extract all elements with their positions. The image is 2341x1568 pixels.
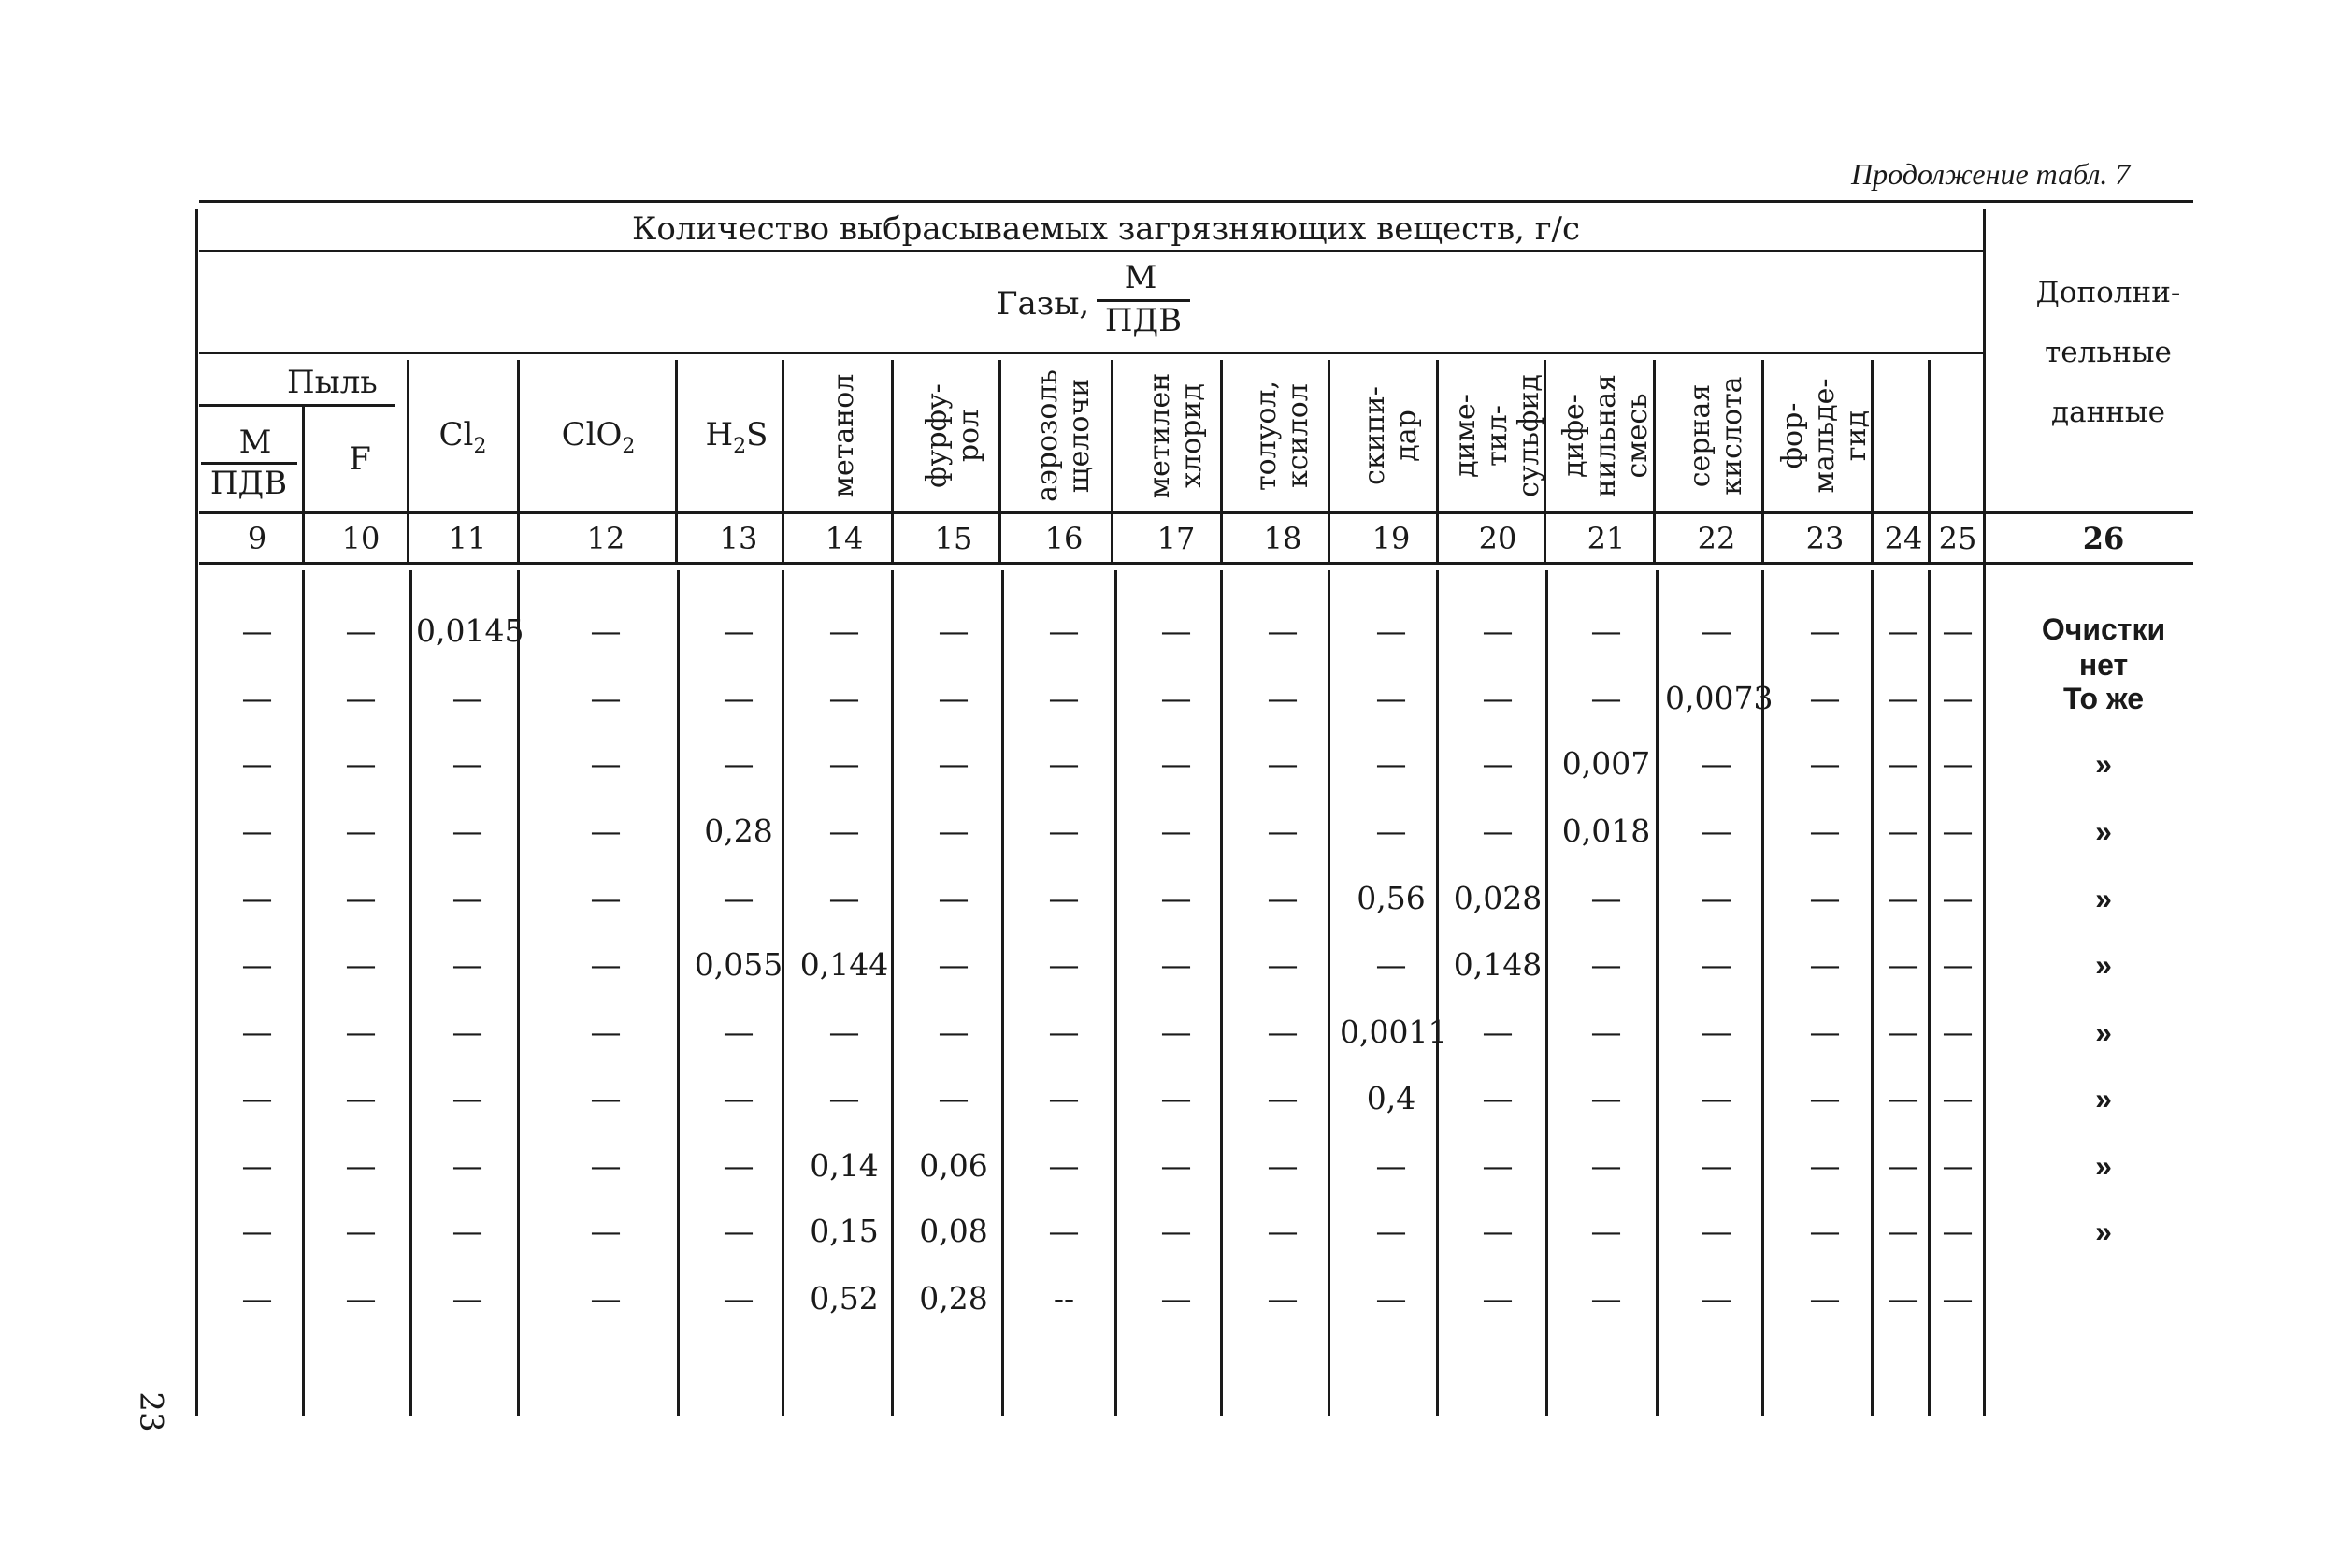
- table-cell: —: [1482, 1280, 1514, 1316]
- vertical-header-col-16: [1032, 361, 1096, 511]
- table-cell: —: [241, 1213, 273, 1249]
- table-cell: —: [1942, 946, 1974, 983]
- table-caption: Продолжение табл. 7: [1851, 157, 2131, 191]
- column-number: 12: [586, 521, 625, 556]
- table-cell: —: [723, 1014, 754, 1050]
- column-number: 23: [1805, 521, 1845, 556]
- table-cell: —: [1482, 745, 1514, 782]
- column-number: 18: [1263, 521, 1302, 556]
- table-cell: —: [1701, 1014, 1732, 1050]
- dust-frac-bottom: ПДВ: [209, 465, 288, 502]
- table-cell: —: [590, 946, 622, 983]
- table-cell: —: [1942, 1014, 1974, 1050]
- table-cell: —: [1160, 612, 1192, 649]
- table-cell: —: [1942, 1147, 1974, 1184]
- table-cell: —: [590, 1147, 622, 1184]
- vertical-header-col-21: [1558, 361, 1654, 511]
- table-cell: —: [1888, 813, 1919, 849]
- table-cell: —: [1160, 1147, 1192, 1184]
- vertical-header-line: фор-: [1776, 402, 1809, 469]
- table-cell: —: [1701, 813, 1732, 849]
- table-cell: —: [1888, 1280, 1919, 1316]
- vertical-header-col-14: [828, 361, 860, 511]
- table-cell: —: [1590, 1014, 1622, 1050]
- table-cell: 0,0073: [1665, 680, 1774, 716]
- table-cell: —: [1888, 1014, 1919, 1050]
- table-cell: —: [590, 1080, 622, 1116]
- table-cell: —: [723, 680, 754, 716]
- table-cell: 0,148: [1453, 946, 1543, 983]
- table-cell: 0,007: [1561, 745, 1651, 782]
- table-cell: 0,0011: [1340, 1014, 1448, 1050]
- dust-frac-top: М: [238, 424, 272, 461]
- table-cell: —: [1048, 1080, 1080, 1116]
- table-cell: —: [1267, 946, 1299, 983]
- table-cell: —: [1809, 1080, 1841, 1116]
- page-number: 23: [132, 1391, 170, 1432]
- table-cell: —: [452, 745, 483, 782]
- vertical-header-col-22: [1685, 361, 1748, 511]
- table-cell: —: [345, 1080, 377, 1116]
- table-cell: —: [452, 680, 483, 716]
- gases-frac-top: М: [1124, 259, 1157, 296]
- table-cell: —: [1942, 1213, 1974, 1249]
- table-cell: —: [1267, 1147, 1299, 1184]
- gases-frac-bottom: ПДВ: [1104, 302, 1183, 339]
- table-cell: —: [345, 612, 377, 649]
- table-cell: —: [1809, 680, 1841, 716]
- table-cell: —: [1809, 1014, 1841, 1050]
- header-bottom-rule: [199, 511, 2193, 514]
- table-cell: 0,28: [704, 813, 773, 849]
- table-cell: —: [828, 680, 860, 716]
- table-cell: —: [1160, 745, 1192, 782]
- extra-header-line2: тельные: [2045, 336, 2172, 369]
- table-cell: —: [723, 1147, 754, 1184]
- table-cell: —: [1048, 880, 1080, 916]
- table-cell: —: [1160, 1014, 1192, 1050]
- table-cell: —: [1809, 813, 1841, 849]
- table-cell: —: [723, 1080, 754, 1116]
- main-header-title: Количество выбрасываемых загрязняющих веществ, г/с: [632, 210, 1581, 248]
- table-cell: —: [1160, 880, 1192, 916]
- note-text: »: [2095, 948, 2112, 982]
- table-cell: 0,15: [810, 1213, 879, 1249]
- column-number: 21: [1587, 521, 1626, 556]
- table-cell: —: [1267, 1280, 1299, 1316]
- table-cell: —: [1267, 1014, 1299, 1050]
- table-cell: —: [1267, 880, 1299, 916]
- table-cell: —: [590, 813, 622, 849]
- table-cell: —: [1267, 612, 1299, 649]
- table-cell: --: [1053, 1280, 1075, 1316]
- table-cell: —: [345, 880, 377, 916]
- col-divider: [302, 404, 305, 563]
- table-cell: 0,06: [919, 1147, 988, 1184]
- table-cell: —: [1048, 680, 1080, 716]
- table-cell: 0,028: [1453, 880, 1543, 916]
- col-divider: [1328, 360, 1330, 563]
- table-cell: —: [1888, 880, 1919, 916]
- col-divider: [782, 360, 784, 563]
- vertical-header-col-23: [1777, 361, 1873, 511]
- column-number: 17: [1156, 521, 1196, 556]
- table-cell: —: [1048, 1213, 1080, 1249]
- column-number: 9: [247, 521, 267, 556]
- table-cell: —: [1888, 612, 1919, 649]
- table-cell: —: [1701, 1147, 1732, 1184]
- vertical-header-line: нильная: [1589, 373, 1622, 498]
- note-text: нет: [2078, 648, 2129, 682]
- table-cell: —: [1267, 1080, 1299, 1116]
- table-cell: 0,144: [799, 946, 889, 983]
- vertical-header-line: мальде-: [1808, 378, 1841, 494]
- note-text: »: [2095, 1149, 2112, 1183]
- col-divider: [1928, 570, 1931, 1416]
- column-number: 19: [1372, 521, 1411, 556]
- table-cell: —: [938, 880, 969, 916]
- table-cell: 0,14: [810, 1147, 879, 1184]
- col-divider: [677, 570, 680, 1416]
- table-cell: —: [590, 880, 622, 916]
- table-cell: —: [1048, 612, 1080, 649]
- vertical-header-line: диме-: [1449, 394, 1482, 478]
- table-cell: —: [1590, 880, 1622, 916]
- note-text: »: [2095, 882, 2112, 915]
- table-cell: —: [1888, 946, 1919, 983]
- table-cell: —: [1701, 745, 1732, 782]
- table-cell: —: [452, 946, 483, 983]
- table-cell: —: [1942, 745, 1974, 782]
- table-cell: —: [1375, 1213, 1407, 1249]
- dust-label: Пыль: [287, 364, 378, 401]
- table-cell: —: [1375, 946, 1407, 983]
- vertical-header-line: рол: [953, 409, 985, 463]
- table-cell: —: [1942, 1080, 1974, 1116]
- column-number: 11: [448, 521, 487, 556]
- table-cell: —: [345, 1014, 377, 1050]
- col-divider: [891, 360, 894, 563]
- table-cell: —: [345, 1147, 377, 1184]
- table-cell: —: [1482, 1147, 1514, 1184]
- table-cell: —: [452, 1014, 483, 1050]
- table-cell: —: [1048, 813, 1080, 849]
- note-text: »: [2095, 747, 2112, 781]
- note-text: »: [2095, 1215, 2112, 1248]
- table-cell: —: [828, 745, 860, 782]
- table-cell: —: [1888, 1147, 1919, 1184]
- vertical-header-line: серная: [1684, 383, 1716, 488]
- table-cell: —: [452, 1080, 483, 1116]
- table-cell: —: [590, 745, 622, 782]
- table-cell: 0,08: [919, 1213, 988, 1249]
- table-cell: —: [241, 1280, 273, 1316]
- table-cell: —: [938, 946, 969, 983]
- table-cell: —: [1048, 1014, 1080, 1050]
- table-cell: —: [1048, 946, 1080, 983]
- header-cl2: $Cl_2$: [438, 416, 487, 458]
- table-cell: —: [1267, 1213, 1299, 1249]
- vertical-header-col-19: [1359, 361, 1423, 511]
- table-cell: —: [1809, 946, 1841, 983]
- table-cell: —: [723, 1280, 754, 1316]
- table-cell: —: [1701, 1080, 1732, 1116]
- table-cell: —: [938, 612, 969, 649]
- vertical-header-line: метанол: [827, 373, 860, 498]
- table-cell: —: [452, 880, 483, 916]
- note-text: То же: [2062, 682, 2145, 715]
- col-divider: [675, 360, 678, 563]
- table-cell: —: [1809, 745, 1841, 782]
- dust-f-label: F: [349, 440, 371, 478]
- vertical-header-line: аэрозоль: [1031, 369, 1064, 502]
- col-divider: [1111, 360, 1113, 563]
- col-divider: [517, 360, 520, 563]
- vertical-header-col-20: [1450, 361, 1545, 511]
- table-cell: —: [1160, 680, 1192, 716]
- table-cell: —: [1590, 1213, 1622, 1249]
- table-cell: —: [1590, 946, 1622, 983]
- table-cell: —: [590, 612, 622, 649]
- table-cell: —: [1942, 1280, 1974, 1316]
- col-divider: [407, 360, 409, 563]
- table-cell: —: [938, 1014, 969, 1050]
- table-cell: —: [1267, 813, 1299, 849]
- table-cell: —: [828, 880, 860, 916]
- table-cell: —: [241, 880, 273, 916]
- table-cell: —: [345, 946, 377, 983]
- table-cell: —: [241, 680, 273, 716]
- table-cell: —: [1701, 1213, 1732, 1249]
- table-cell: —: [1809, 880, 1841, 916]
- dust-underline: [199, 404, 395, 407]
- table-cell: —: [1942, 612, 1974, 649]
- table-cell: —: [938, 813, 969, 849]
- table-cell: —: [1267, 745, 1299, 782]
- table-cell: —: [452, 813, 483, 849]
- col-divider: [1436, 360, 1439, 563]
- vertical-header-col-18: [1251, 361, 1314, 511]
- table-cell: —: [1160, 1080, 1192, 1116]
- vertical-header-col-15: [922, 361, 985, 511]
- vertical-header-line: кислота: [1716, 376, 1748, 496]
- gases-label: Газы,: [997, 285, 1090, 323]
- vertical-header-line: щелочи: [1063, 378, 1096, 494]
- table-cell: —: [452, 1213, 483, 1249]
- vertical-header-line: дифе-: [1558, 394, 1590, 478]
- table-cell: —: [1375, 612, 1407, 649]
- col-divider: [1761, 360, 1764, 563]
- extra-header-line1: Дополни-: [2035, 276, 2181, 309]
- table-cell: —: [241, 813, 273, 849]
- vertical-header-line: смесь: [1621, 393, 1654, 479]
- table-cell: —: [1590, 1080, 1622, 1116]
- table-cell: 0,52: [810, 1280, 879, 1316]
- column-number: 20: [1478, 521, 1517, 556]
- table-cell: —: [938, 680, 969, 716]
- vertical-header-line: тил-: [1481, 405, 1514, 467]
- table-cell: —: [1482, 1080, 1514, 1116]
- table-cell: —: [1701, 946, 1732, 983]
- table-cell: —: [241, 612, 273, 649]
- table-cell: —: [1375, 1280, 1407, 1316]
- table-cell: —: [1888, 1080, 1919, 1116]
- table-cell: —: [1701, 880, 1732, 916]
- table-cell: 0,0145: [416, 612, 524, 649]
- vertical-header-line: метилен: [1143, 372, 1176, 499]
- table-cell: —: [1482, 612, 1514, 649]
- column-number: 22: [1697, 521, 1736, 556]
- gases-underline: [199, 352, 1983, 354]
- table-cell: —: [1267, 680, 1299, 716]
- vertical-header-line: хлорид: [1175, 383, 1208, 488]
- title-underline: [199, 250, 1983, 252]
- col-divider: [998, 360, 1001, 563]
- table-cell: —: [241, 946, 273, 983]
- table-cell: —: [723, 745, 754, 782]
- table-cell: —: [1375, 680, 1407, 716]
- vertical-header-line: гид: [1840, 410, 1873, 462]
- table-cell: 0,56: [1357, 880, 1426, 916]
- table-cell: —: [1482, 680, 1514, 716]
- vertical-header-col-17: [1144, 361, 1208, 511]
- table-cell: —: [590, 680, 622, 716]
- note-text: »: [2095, 1015, 2112, 1049]
- note-text: »: [2095, 1082, 2112, 1115]
- col-divider: [1220, 360, 1223, 563]
- table-cell: —: [1809, 1213, 1841, 1249]
- table-cell: —: [1942, 813, 1974, 849]
- table-cell: —: [938, 745, 969, 782]
- numbers-bottom-rule: [199, 562, 2193, 565]
- table-cell: —: [1888, 1213, 1919, 1249]
- table-cell: 0,055: [694, 946, 783, 983]
- table-cell: —: [345, 1280, 377, 1316]
- column-number: 13: [719, 521, 758, 556]
- table-cell: —: [241, 1080, 273, 1116]
- table-cell: —: [1482, 813, 1514, 849]
- table-cell: —: [345, 745, 377, 782]
- column-number: 10: [341, 521, 381, 556]
- table-cell: —: [452, 1280, 483, 1316]
- table-cell: —: [1809, 1147, 1841, 1184]
- table-cell: —: [723, 880, 754, 916]
- table-cell: —: [345, 813, 377, 849]
- header-h2s: $H_2S$: [705, 416, 768, 458]
- table-cell: —: [1701, 1280, 1732, 1316]
- left-border: [195, 209, 198, 1416]
- vertical-header-line: сульфид: [1513, 374, 1545, 497]
- column-number: 15: [934, 521, 973, 556]
- note-text: »: [2095, 814, 2112, 848]
- column-number: 16: [1044, 521, 1084, 556]
- table-cell: —: [1942, 880, 1974, 916]
- table-cell: —: [1048, 1147, 1080, 1184]
- table-cell: —: [1590, 1280, 1622, 1316]
- table-cell: —: [1048, 745, 1080, 782]
- note-text: Очистки: [2041, 612, 2166, 646]
- table-cell: —: [938, 1080, 969, 1116]
- table-cell: —: [828, 612, 860, 649]
- table-cell: —: [1888, 745, 1919, 782]
- table-cell: —: [828, 813, 860, 849]
- table-cell: —: [1375, 1147, 1407, 1184]
- header-clo2: ClO$_2$: [561, 416, 636, 458]
- table-cell: —: [241, 1014, 273, 1050]
- vertical-header-line: скипи-: [1358, 386, 1391, 485]
- table-cell: —: [590, 1014, 622, 1050]
- table-cell: —: [590, 1213, 622, 1249]
- table-cell: —: [1590, 612, 1622, 649]
- table-cell: —: [1590, 680, 1622, 716]
- vertical-header-line: ксилол: [1282, 383, 1314, 488]
- column-number: 24: [1884, 521, 1923, 556]
- column-number: 25: [1938, 521, 1977, 556]
- table-cell: —: [345, 1213, 377, 1249]
- table-cell: —: [345, 680, 377, 716]
- table-cell: —: [452, 1147, 483, 1184]
- table-cell: —: [1809, 612, 1841, 649]
- table-cell: —: [1809, 1280, 1841, 1316]
- extra-header-line3: данные: [2051, 396, 2165, 429]
- table-cell: —: [1590, 1147, 1622, 1184]
- table-cell: —: [828, 1014, 860, 1050]
- table-cell: —: [1701, 612, 1732, 649]
- table-cell: —: [1888, 680, 1919, 716]
- table-cell: —: [1160, 946, 1192, 983]
- extra-column-divider: [1983, 209, 1986, 1416]
- table-cell: 0,018: [1561, 813, 1651, 849]
- table-cell: —: [1160, 813, 1192, 849]
- table-cell: 0,28: [919, 1280, 988, 1316]
- column-number: 26: [2082, 521, 2125, 556]
- table-cell: —: [1375, 813, 1407, 849]
- column-number: 14: [825, 521, 864, 556]
- table-cell: —: [1160, 1280, 1192, 1316]
- vertical-header-line: фурфу-: [921, 383, 954, 488]
- table-cell: —: [1160, 1213, 1192, 1249]
- table-cell: —: [241, 745, 273, 782]
- table-cell: —: [590, 1280, 622, 1316]
- top-rule: [199, 200, 2193, 203]
- vertical-header-line: толуол,: [1250, 380, 1283, 492]
- table-cell: —: [1942, 680, 1974, 716]
- vertical-header-line: дар: [1390, 410, 1423, 462]
- table-cell: —: [1482, 1014, 1514, 1050]
- table-cell: —: [723, 612, 754, 649]
- table-cell: —: [828, 1080, 860, 1116]
- table-cell: —: [1375, 745, 1407, 782]
- table-cell: —: [1482, 1213, 1514, 1249]
- table-cell: —: [723, 1213, 754, 1249]
- table-cell: —: [241, 1147, 273, 1184]
- table-cell: 0,4: [1366, 1080, 1416, 1116]
